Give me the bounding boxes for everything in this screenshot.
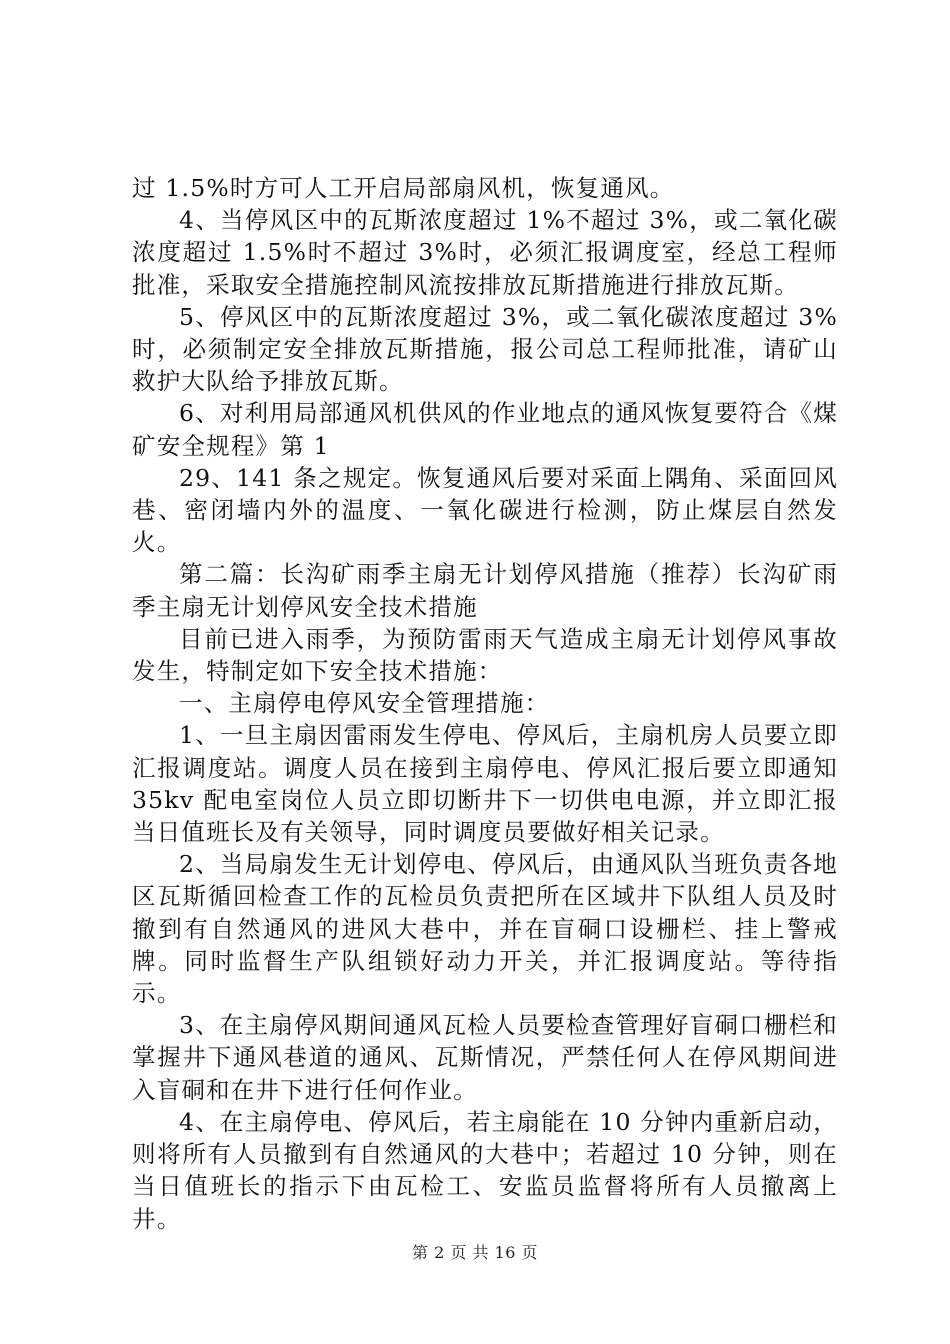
paragraph-4: 6、对利用局部通风机供风的作业地点的通风恢复要符合《煤矿安全规程》第 1 [132, 399, 838, 460]
paragraph-12: 4、在主扇停电、停风后，若主扇能在 10 分钟内重新启动，则将所有人员撤到有自然通风的大巷中；若超过 10 分钟，则在当日值班长的指示下由瓦检工、安监员监督将所有人员撤离上井。 [132, 1107, 838, 1233]
paragraph-2: 4、当停风区中的瓦斯浓度超过 1%不超过 3%，或二氧化碳浓度超过 1.5%时不超过 3%时，必须汇报调度室，经总工程师批准，采取安全措施控制风流按排放瓦斯措施进行排放瓦斯。 [132, 206, 838, 299]
paragraph-1: 过 1.5%时方可人工开启局部扇风机，恢复通风。 [132, 174, 675, 202]
paragraph-3: 5、停风区中的瓦斯浓度超过 3%，或二氧化碳浓度超过 3%时，必须制定安全排放瓦斯措施，报公司总工程师批准，请矿山救护大队给予排放瓦斯。 [132, 302, 838, 396]
section-heading-paragraph: 第二篇：长沟矿雨季主扇无计划停风措施（推荐）长沟矿雨季主扇无计划停风安全技术措施 [132, 560, 838, 621]
page-number-footer: 第 2 页 共 16 页 [412, 1243, 538, 1262]
paragraph-5: 29、141 条之规定。恢复通风后要对采面上隅角、采面回风巷、密闭墙内外的温度、一氧化碳进行检测，防止煤层自然发火。 [132, 463, 838, 557]
paragraph-9: 1、一旦主扇因雷雨发生停电、停风后，主扇机房人员要立即汇报调度站。调度人员在接到主扇停电、停风汇报后要立即通知 35kv 配电室岗位人员立即切断井下一切供电电源，并立即汇报当日值班长及有关领导，同时调度员要做好相关记录。 [132, 721, 838, 847]
subsection-heading: 一、主扇停电停风安全管理措施： [179, 689, 550, 718]
document-body [132, 172, 838, 1235]
paragraph-11: 3、在主扇停风期间通风瓦检人员要检查管理好盲硐口栅栏和掌握井下通风巷道的通风、瓦斯情况，严禁任何人在停风期间进入盲硐和在井下进行任何作业。 [132, 1011, 838, 1104]
paragraph-7: 目前已进入雨季，为预防雷雨天气造成主扇无计划停风事故发生，特制定如下安全技术措施： [132, 624, 838, 686]
paragraph-10: 2、当局扇发生无计划停电、停风后，由通风队当班负责各地区瓦斯循回检查工作的瓦检员负责把所在区域井下队组人员及时撤到有自然通风的进风大巷中，并在盲硐口设栅栏、挂上警戒牌。同时监督生产队组锁好动力开关，并汇报调度站。等待指示。 [132, 850, 838, 1008]
